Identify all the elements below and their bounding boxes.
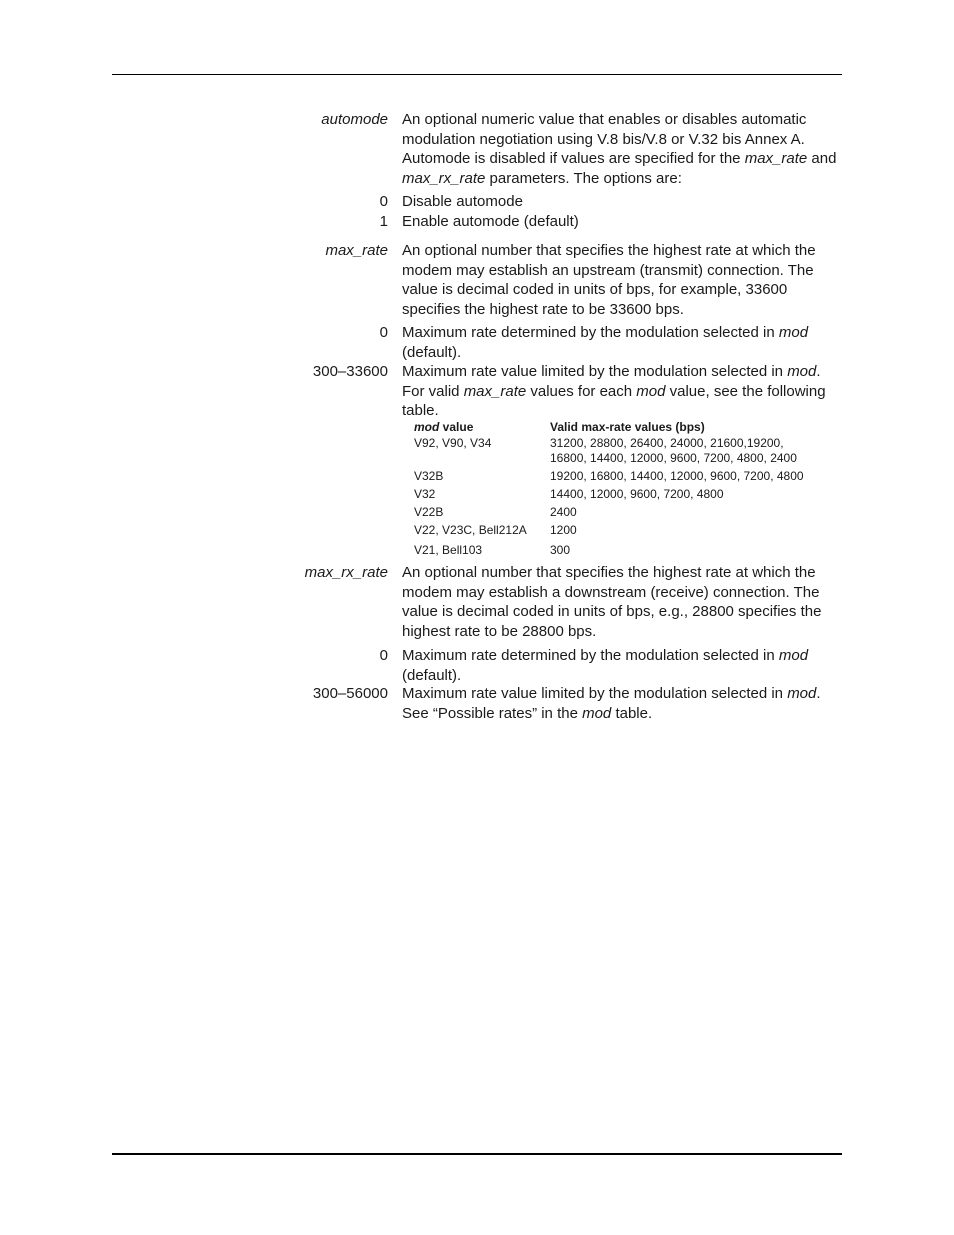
term-automode: automode — [321, 111, 388, 128]
automode-option-label: Enable automode (default) — [402, 213, 579, 230]
table-row-values: 300 — [550, 543, 571, 557]
table-row-mod: V22, V23C, Bell212A — [414, 523, 527, 537]
term-max-rate: max_rate — [325, 242, 388, 259]
max-rate-option-value: 300–33600 — [312, 363, 388, 380]
max-rx-rate-option-desc: Maximum rate determined by the modulation selected in mod (default). — [402, 647, 809, 684]
table-row-values: 1200 — [550, 523, 577, 537]
table-header-mod: mod value — [414, 420, 474, 434]
term-max-rx-rate: max_rx_rate — [304, 564, 388, 581]
automode-option-label: Disable automode — [402, 193, 523, 210]
table-row-mod: V22B — [414, 505, 444, 519]
max-rx-rate-option-value: 0 — [379, 647, 388, 664]
table-row-values: 31200, 28800, 26400, 24000, 21600,19200, — [550, 436, 784, 450]
desc-max-rx-rate: An optional number that specifies the highest rate at which the modem may establish a downstream (receive) connection. The value is decimal coded in units of bps, e.g., 28800 specifies the highest rate to be 28800 bps. — [402, 564, 822, 640]
desc-max-rate: An optional number that specifies the highest rate at which the modem may establish an upstream (transmit) connection. The value is decimal coded in units of bps, for example, 33600 specifies the highest rate to be 33600 bps. — [402, 242, 816, 318]
table-row-mod: V92, V90, V34 — [414, 436, 492, 450]
table-row-mod: V32B — [414, 469, 444, 483]
max-rate-option-desc: Maximum rate determined by the modulation selected in mod (default). — [402, 324, 809, 361]
max-rx-rate-option-desc: Maximum rate value limited by the modulation selected in mod. See “Possible rates” in the mod table. — [402, 685, 821, 722]
header-rule — [112, 74, 842, 75]
automode-option-value: 1 — [379, 213, 388, 230]
footer-rule — [112, 1153, 842, 1155]
max-rx-rate-option-value: 300–56000 — [312, 685, 388, 702]
automode-option-value: 0 — [379, 193, 388, 210]
table-header-values: Valid max-rate values (bps) — [550, 420, 705, 434]
table-row-mod: V32 — [414, 487, 436, 501]
max-rate-option-desc: Maximum rate value limited by the modulation selected in mod. For valid max_rate values for each mod value, see the following table. — [402, 363, 826, 419]
table-row-mod: V21, Bell103 — [414, 543, 483, 557]
max-rate-option-value: 0 — [379, 324, 388, 341]
table-row-values: 19200, 16800, 14400, 12000, 9600, 7200, 4800 — [550, 469, 804, 483]
table-row-values: 16800, 14400, 12000, 9600, 7200, 4800, 2400 — [550, 451, 797, 465]
table-row-values: 2400 — [550, 505, 577, 519]
table-row-values: 14400, 12000, 9600, 7200, 4800 — [550, 487, 724, 501]
desc-automode: An optional numeric value that enables or disables automatic modulation negotiation using V.8 bis/V.8 or V.32 bis Annex A. Automode is disabled if values are specified for the max_rate and max_rx_rate parameters. The options are: — [402, 111, 837, 187]
